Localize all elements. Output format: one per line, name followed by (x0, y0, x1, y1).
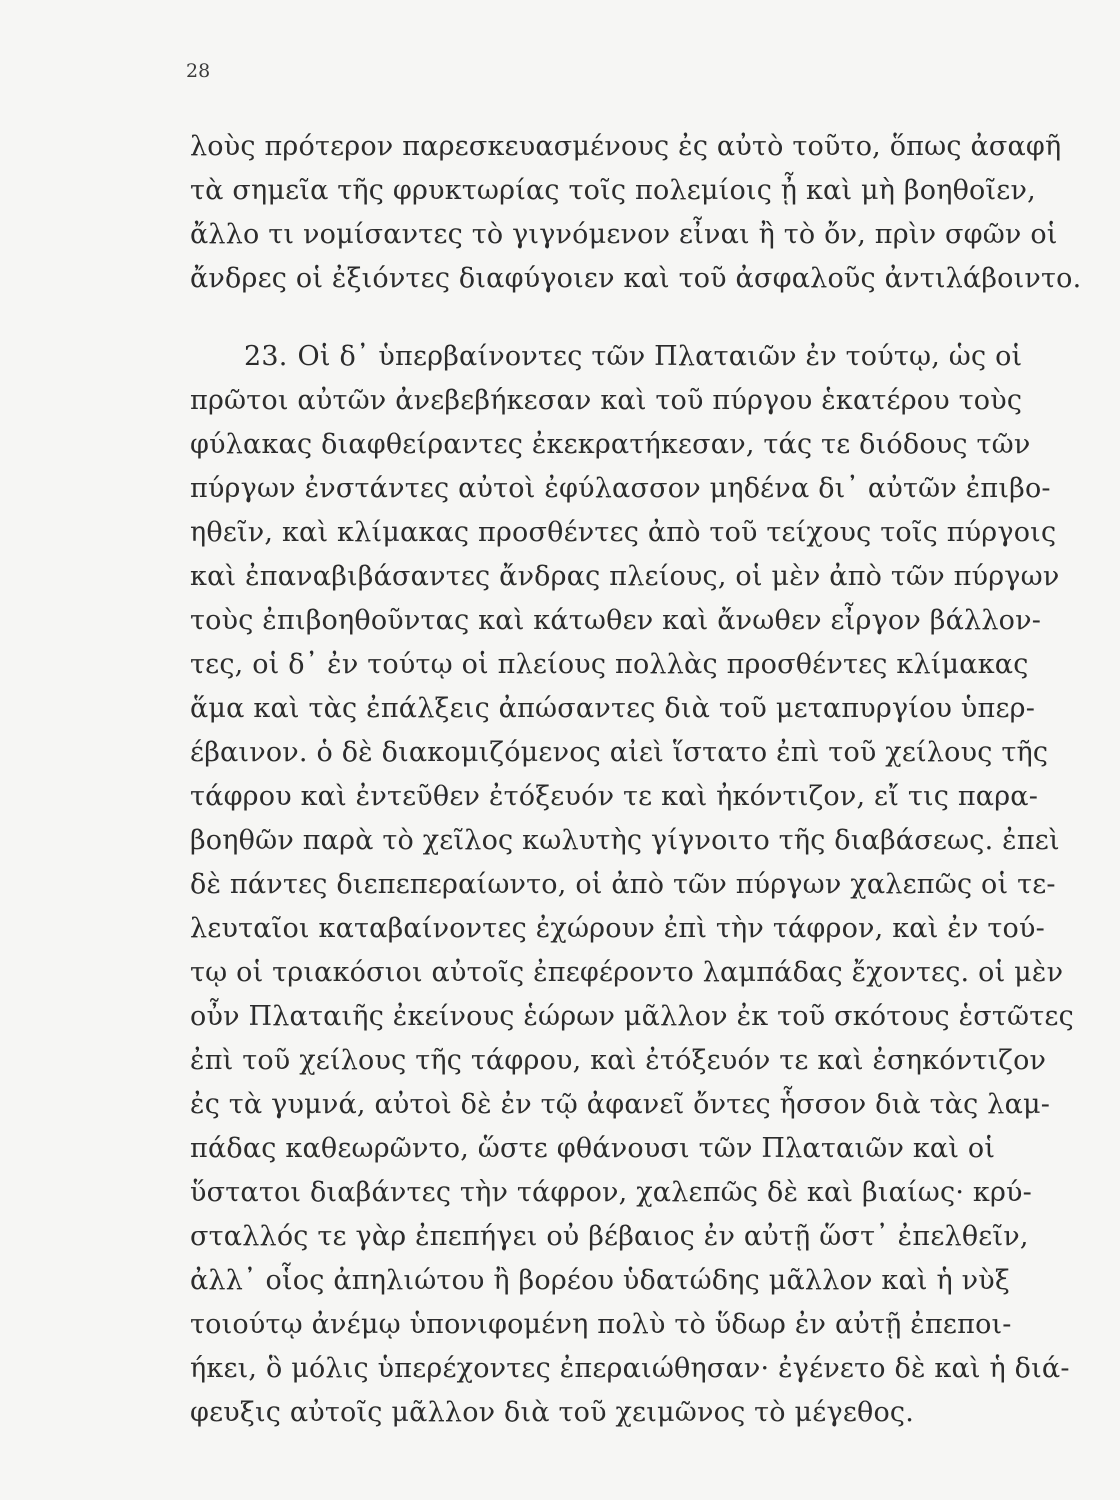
text-line: ἄνδρες οἱ ἐξιόντες διαφύγοιεν καὶ τοῦ ἀσφαλοῦς ἀντιλάβοιντο. (190, 263, 1082, 294)
text-line: τῳ οἱ τριακόσιοι αὐτοῖς ἐπεφέροντο λαμπάδας ἔχοντες. οἱ μὲν (190, 957, 1064, 988)
text-line: πάδας καθεωρῶντο, ὥστε φθάνουσι τῶν Πλαταιῶν καὶ οἱ (190, 1133, 996, 1164)
text-line: ὕστατοι διαβάντες τὴν τάφρον, χαλεπῶς δὲ καὶ βιαίως· κρύ- (190, 1177, 1032, 1208)
text-line: σταλλός τε γὰρ ἐπεπήγει οὐ βέβαιος ἐν αὐτῇ ὥστ᾽ ἐπελθεῖν, (190, 1221, 1029, 1252)
text-line: τοὺς ἐπιβοηθοῦντας καὶ κάτωθεν καὶ ἄνωθεν εἶργον βάλλον- (190, 605, 1042, 636)
text-line: φευξις αὐτοῖς μᾶλλον διὰ τοῦ χειμῶνος τὸ μέγεθος. (190, 1397, 915, 1428)
text-line: τὰ σημεῖα τῆς φρυκτωρίας τοῖς πολεμίοις ᾖ καὶ μὴ βοηθοῖεν, (190, 175, 1036, 206)
text-line: τες, οἱ δ᾽ ἐν τούτῳ οἱ πλείους πολλὰς προσθέντες κλίμακας (190, 649, 1029, 680)
text-line: οὖν Πλαταιῆς ἐκείνους ἑώρων μᾶλλον ἐκ τοῦ σκότους ἑστῶτες (190, 1001, 1074, 1032)
text-line: τοιούτῳ ἀνέμῳ ὑπονιφομένη πολὺ τὸ ὕδωρ ἐν αὐτῇ ἐπεποι- (190, 1309, 1012, 1340)
text-line: ἄλλο τι νομίσαντες τὸ γιγνόμενον εἶναι ἢ τὸ ὄν, πρὶν σφῶν οἱ (190, 219, 1058, 250)
text-line: ἀλλ᾽ οἷος ἀπηλιώτου ἢ βορέου ὑδατώδης μᾶλλον καὶ ἡ νὺξ (190, 1265, 1010, 1296)
text-line: ἅμα καὶ τὰς ἐπάλξεις ἀπώσαντες διὰ τοῦ μεταπυργίου ὑπερ- (190, 693, 1036, 724)
page-number: 28 (186, 60, 211, 82)
text-line: δὲ πάντες διεπεπεραίωντο, οἱ ἀπὸ τῶν πύργων χαλεπῶς οἱ τε- (190, 869, 1056, 900)
text-line: λοὺς πρότερον παρεσκευασμένους ἐς αὐτὸ τοῦτο, ὅπως ἀσαφῆ (190, 131, 1062, 162)
text-line: ήκει, ὃ μόλις ὑπερέχοντες ἐπεραιώθησαν· ἐγένετο δὲ καὶ ἡ διά- (190, 1353, 1070, 1384)
text-line: καὶ ἐπαναβιβάσαντες ἄνδρας πλείους, οἱ μὲν ἀπὸ τῶν πύργων (190, 561, 1060, 592)
text-line: έβαινον. ὁ δὲ διακομιζόμενος αἰεὶ ἵστατο ἐπὶ τοῦ χείλους τῆς (190, 737, 1049, 768)
text-line: ἐς τὰ γυμνά, αὐτοὶ δὲ ἐν τῷ ἀφανεῖ ὄντες ἧσσον διὰ τὰς λαμ- (190, 1089, 1051, 1120)
section-first-line (244, 340, 1023, 374)
text-line: φύλακας διαφθείραντες ἐκεκρατήκεσαν, τάς τε διόδους τῶν (190, 429, 1031, 460)
text-line: πύργων ἐνστάντες αὐτοὶ ἐφύλασσον μηδένα δι᾽ αὐτῶν ἐπιβο- (190, 473, 1051, 504)
text-line: ἐπὶ τοῦ χείλους τῆς τάφρου, καὶ ἐτόξευόν τε καὶ ἐσηκόντιζον (190, 1045, 1047, 1076)
text-line: βοηθῶν παρὰ τὸ χεῖλος κωλυτὴς γίγνοιτο τῆς διαβάσεως. ἐπεὶ (190, 825, 1060, 856)
section-number: 23. (244, 341, 288, 372)
text-line: πρῶτοι αὐτῶν ἀνεβεβήκεσαν καὶ τοῦ πύργου ἑκατέρου τοὺς (190, 385, 1023, 416)
text-line: ηθεῖν, καὶ κλίμακας προσθέντες ἀπὸ τοῦ τείχους τοῖς πύργοις (190, 517, 1057, 548)
text-line: λευταῖοι καταβαίνοντες ἐχώρουν ἐπὶ τὴν τάφρον, καὶ ἐν τού- (190, 913, 1045, 944)
text-line: τάφρου καὶ ἐντεῦθεν ἐτόξευόν τε καὶ ἠκόντιζον, εἴ τις παρα- (190, 781, 1039, 812)
section-first-line-text: Οἱ δ᾽ ὑπερβαίνοντες τῶν Πλαταιῶν ἐν τούτῳ, ὡς οἱ (297, 341, 1023, 372)
